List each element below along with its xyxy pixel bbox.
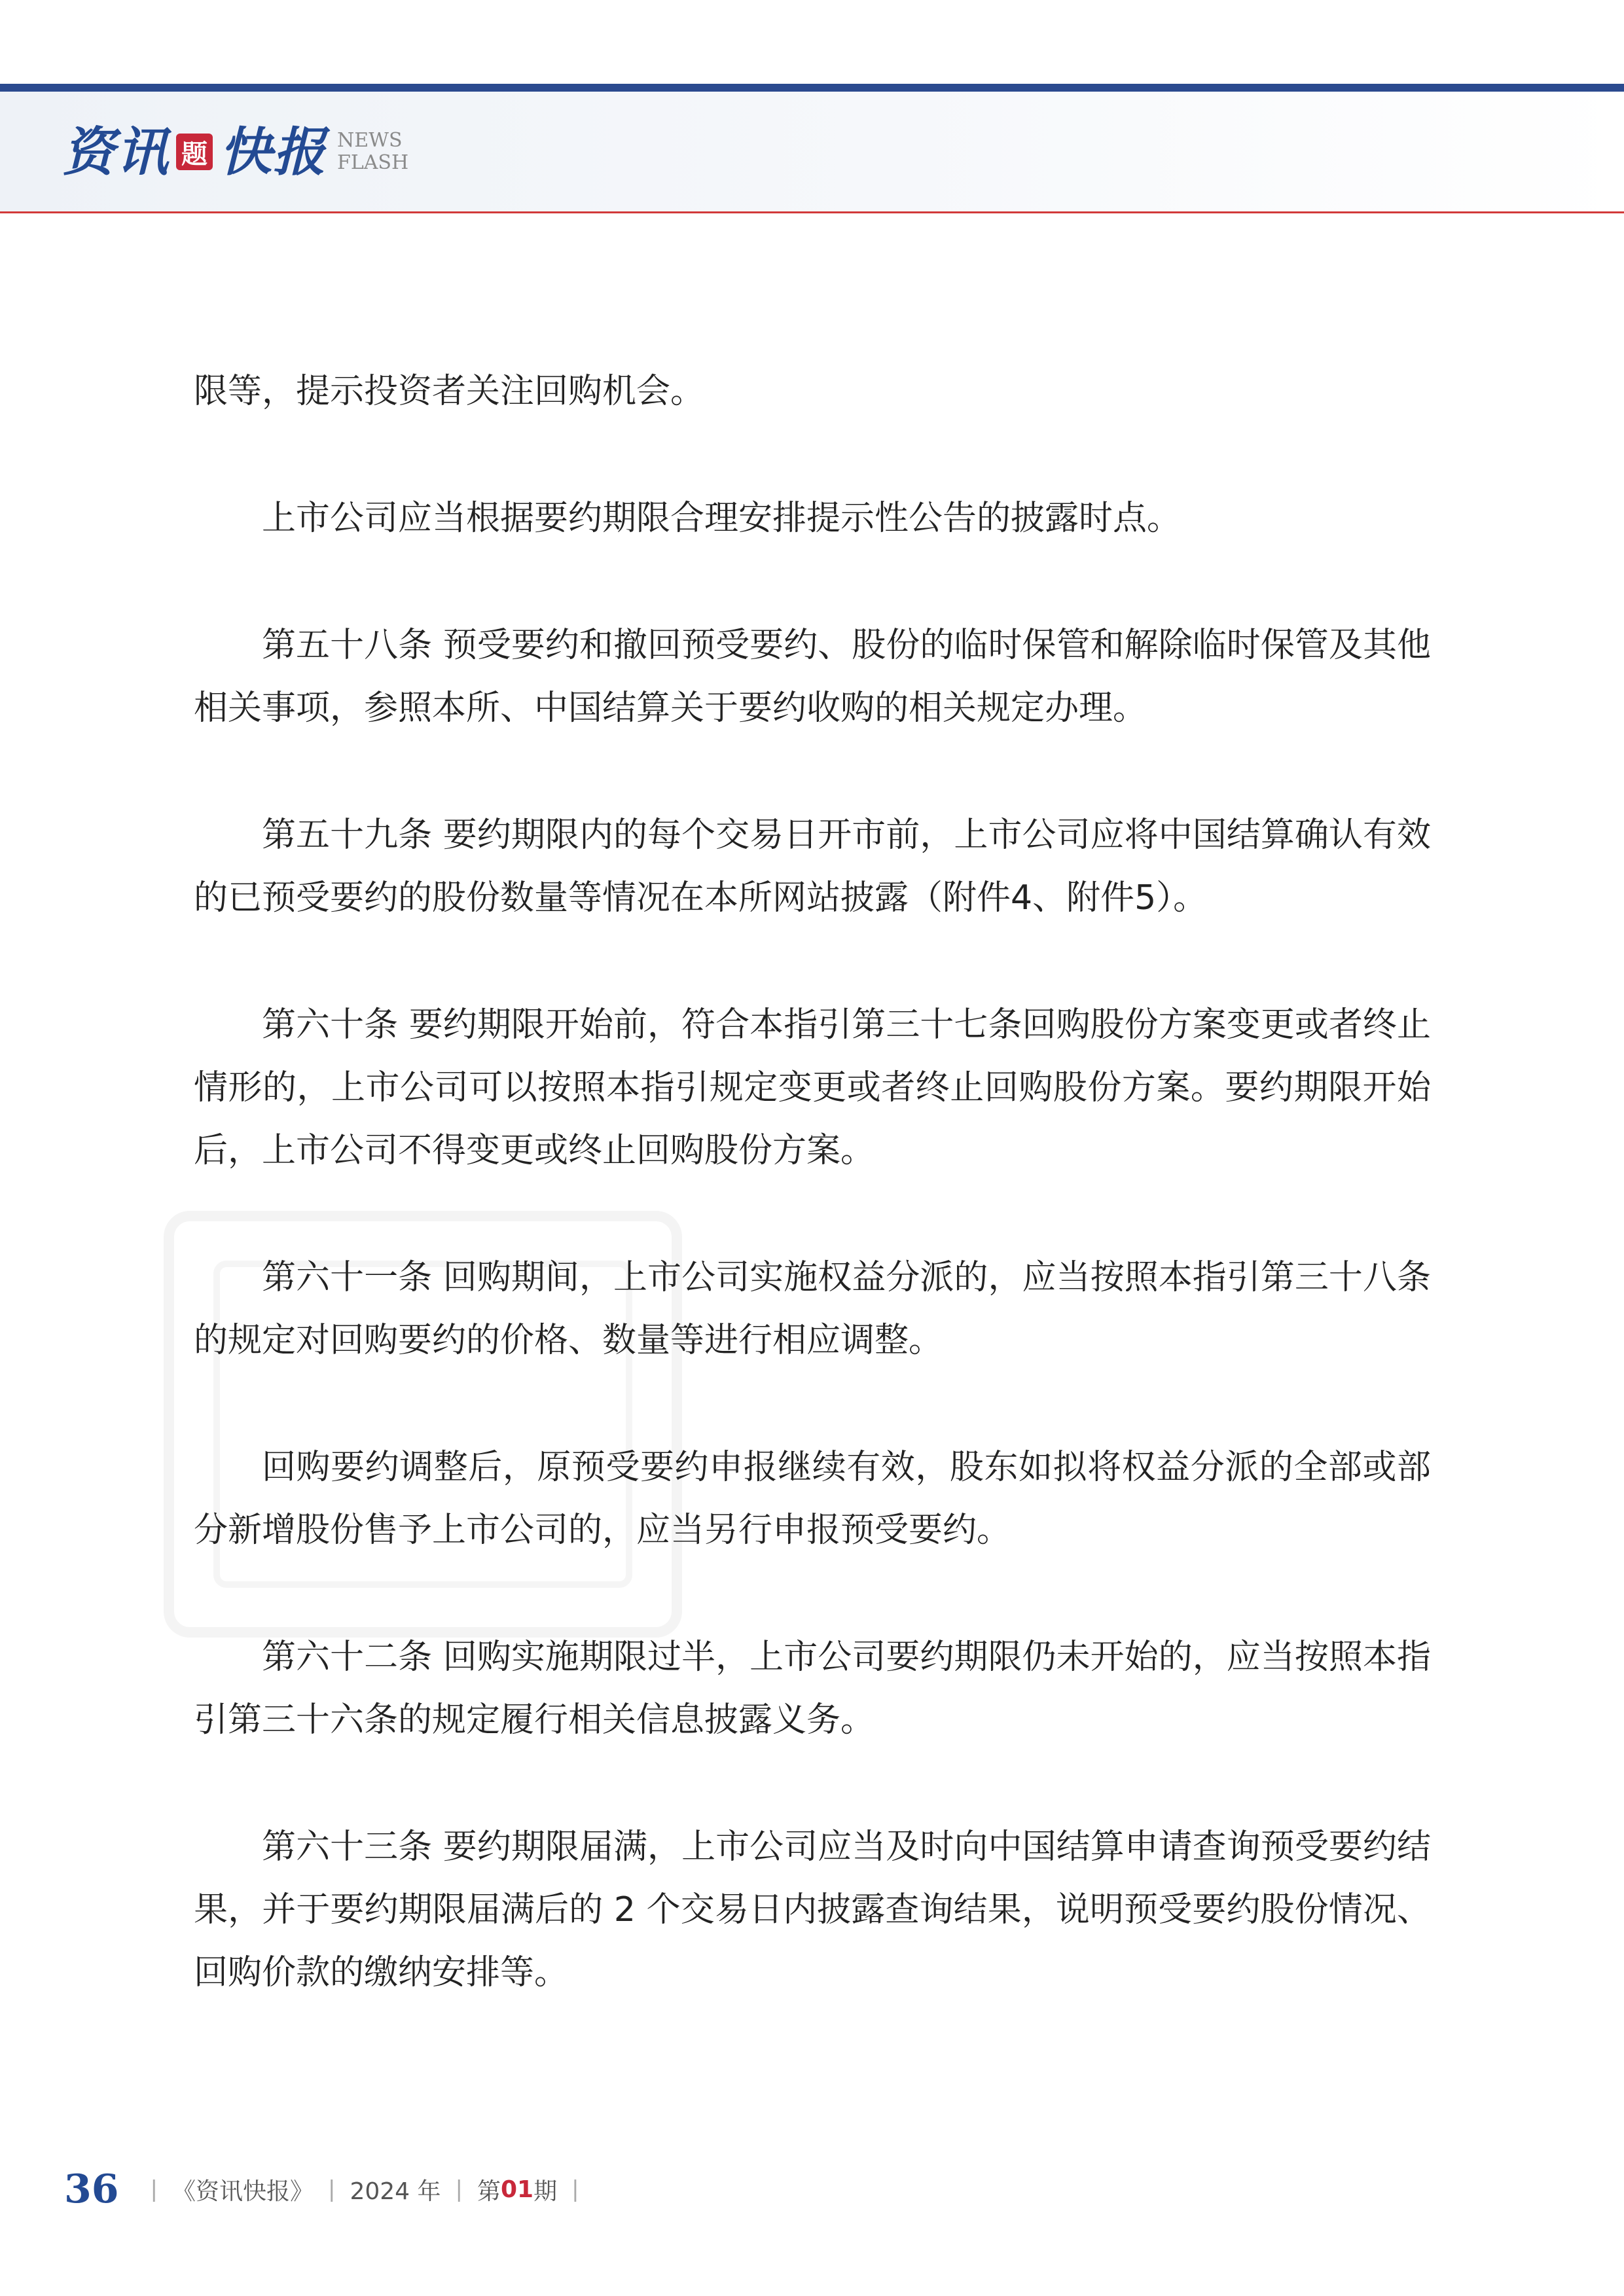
masthead-logo <box>62 113 408 191</box>
masthead-title-part2: 快报 <box>219 121 327 183</box>
header-bottom-rule <box>0 211 1624 213</box>
page-number: 36 <box>64 2166 119 2212</box>
footer-divider-icon: | <box>571 2176 579 2202</box>
paragraph-continuation: 限等，提示投资者关注回购机会。 <box>194 372 705 411</box>
article-58: 第五十八条 预受要约和撤回预受要约、股份的临时保管和解除临时保管及其他相关事项，参照本所、中国结算关于要约收购的相关规定办理。 <box>194 626 1431 728</box>
masthead-english <box>337 130 408 174</box>
masthead-seal-icon: 题 <box>176 134 213 170</box>
article-60: 第六十条 要约期限开始前，符合本指引第三十七条回购股份方案变更或者终止情形的，上市公司可以按照本指引规定变更或者终止回购股份方案。要约期限开始后，上市公司不得变更或终止回购股份方案。 <box>194 1005 1431 1170</box>
masthead-english-line2: FLASH <box>337 151 409 174</box>
masthead-english-line1: NEWS <box>337 129 403 152</box>
paragraph: 回购要约调整后，原预受要约申报继续有效，股东如拟将权益分派的全部或部分新增股份售予上市公司的，应当另行申报预受要约。 <box>194 1448 1431 1550</box>
footer-issue-prefix: 第 <box>477 2178 501 2205</box>
article-63: 第六十三条 要约期限届满，上市公司应当及时向中国结算申请查询预受要约结果，并于要约期限届满后的 2 个交易日内披露查询结果，说明预受要约股份情况、回购价款的缴纳安排等。 <box>194 1827 1431 1992</box>
header-top-rule <box>0 84 1624 92</box>
footer-issue-suffix: 期 <box>533 2178 558 2205</box>
footer-issue-number: 01 <box>501 2176 534 2203</box>
footer-publication: 《资讯快报》 <box>171 2178 314 2205</box>
paragraph: 上市公司应当根据要约期限合理安排提示性公告的披露时点。 <box>262 499 1182 538</box>
footer-year: 2024 年 <box>350 2178 441 2205</box>
article-59: 第五十九条 要约期限内的每个交易日开市前，上市公司应将中国结算确认有效的已预受要约的股份数量等情况在本所网站披露（附件4、附件5）。 <box>194 816 1431 918</box>
article-61: 第六十一条 回购期间，上市公司实施权益分派的，应当按照本指引第三十八条的规定对回购要约的价格、数量等进行相应调整。 <box>194 1258 1431 1360</box>
footer-divider-icon: | <box>150 2176 158 2202</box>
footer-divider-icon: | <box>327 2176 336 2202</box>
page-footer <box>64 2160 594 2219</box>
masthead-title-part1: 资讯 <box>62 121 170 183</box>
article-62: 第六十二条 回购实施期限过半，上市公司要约期限仍未开始的，应当按照本指引第三十六条的规定履行相关信息披露义务。 <box>194 1638 1431 1740</box>
article-body <box>194 360 1431 2068</box>
footer-divider-icon: | <box>455 2176 463 2202</box>
